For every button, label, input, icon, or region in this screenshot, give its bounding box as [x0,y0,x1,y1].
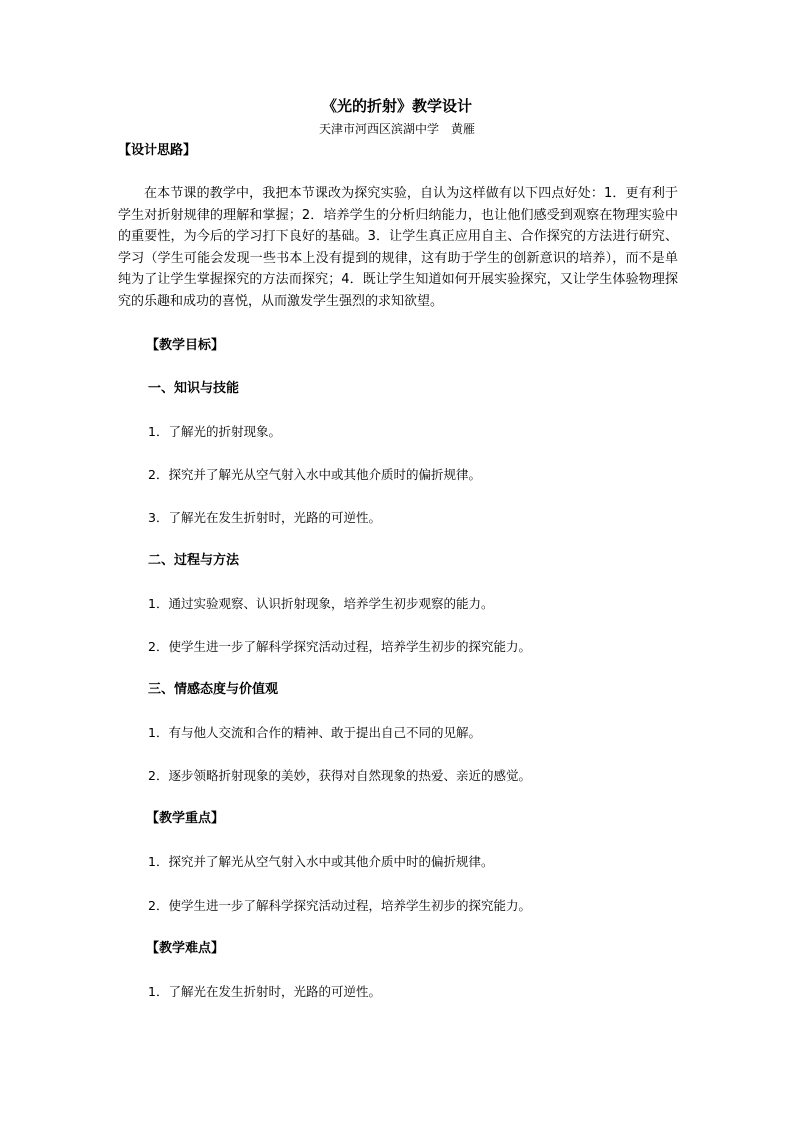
list-item: 1．通过实验观察、认识折射现象，培养学生初步观察的能力。 [148,596,494,611]
section3-heading: 三、情感态度与价值观 [148,682,279,697]
list-item: 2．使学生进一步了解科学探究活动过程，培养学生初步的探究能力。 [148,639,531,654]
list-item: 2．逐步领略折射现象的美妙，获得对自然现象的热爱、亲近的感觉。 [148,768,531,783]
difficulty-heading: 【教学难点】 [146,941,225,956]
design-paragraph: 在本节课的教学中，我把本节课改为探究实验，自认为这样做有以下四点好处：1．更有利于学生对折射规律的理解和掌握；2．培养学生的分析归纳能力，也让他们感受到观察在物理实验中的重要性，为今后的学习打下良好的基础。3．让学生真正应用自主、合作探究的方法进行研究、学习（学生可能会发现一些书本上没有提到的规律，这有助于学生的创新意识的培养），而不是单纯为了让学生掌握探究的方法而探究；4．既让学生知道如何开展实验探究，又让学生体验物理探究的乐趣和成功的喜悦，从而激发学生强烈的求知欲望。 [118,186,678,309]
list-item: 1．探究并了解光从空气射入水中或其他介质中时的偏折规律。 [148,854,494,869]
goals-heading: 【教学目标】 [146,338,225,353]
list-item: 1．有与他人交流和合作的精神、敢于提出自己不同的见解。 [148,725,481,740]
list-item: 2．使学生进一步了解科学探究活动过程，培养学生初步的探究能力。 [148,898,531,913]
document-author: 天津市河西区滨湖中学 黄雁 [318,122,475,136]
section1-heading: 一、知识与技能 [148,381,240,396]
key-points-heading: 【教学重点】 [146,811,225,826]
section2-heading: 二、过程与方法 [148,553,240,568]
list-item: 1．了解光的折射现象。 [148,424,281,439]
list-item: 3．了解光在发生折射时，光路的可逆性。 [148,510,381,525]
design-heading: 【设计思路】 [118,143,197,158]
document-title: 《光的折射》教学设计 [321,97,472,115]
list-item: 2．探究并了解光从空气射入水中或其他介质时的偏折规律。 [148,467,481,482]
list-item: 1．了解光在发生折射时，光路的可逆性。 [148,984,381,999]
